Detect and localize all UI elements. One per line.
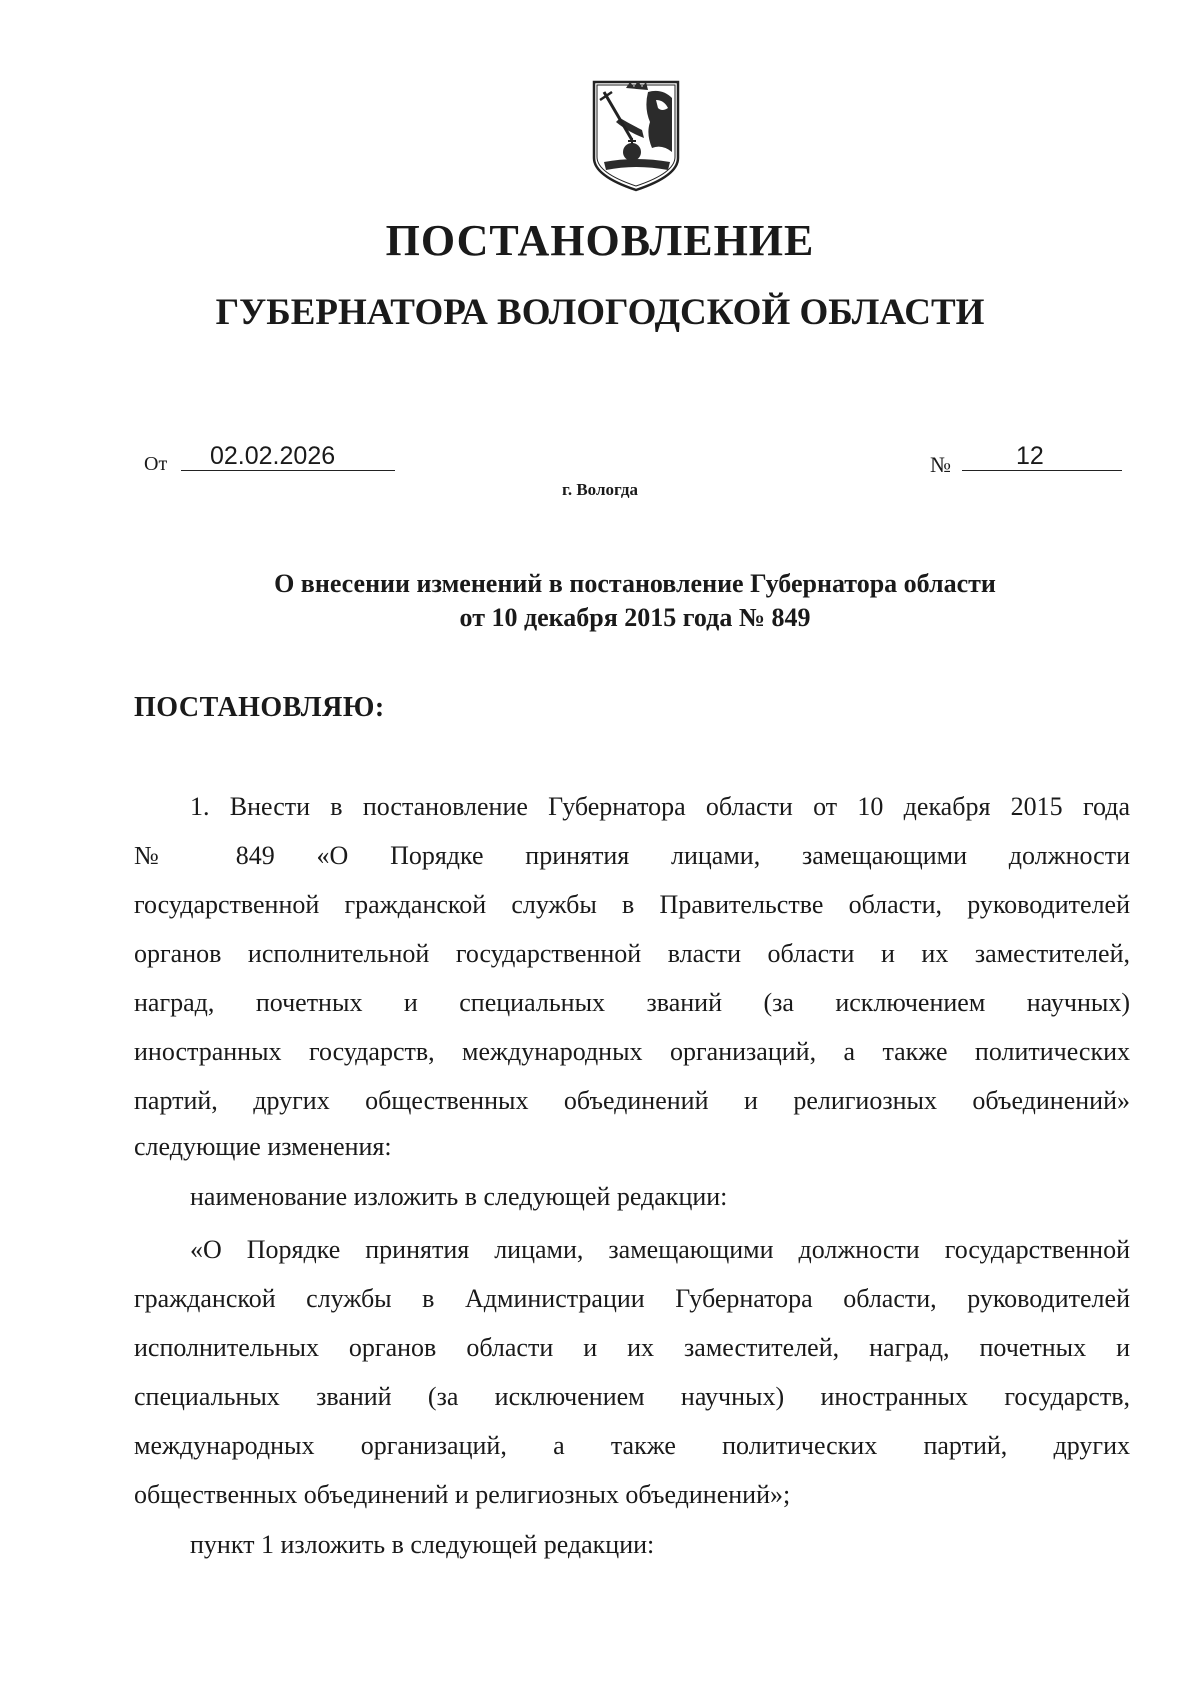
body-line: наименование изложить в следующей редакции: xyxy=(190,1182,728,1211)
body-line: иностранных государств, международных организаций, а также политических xyxy=(134,1037,1130,1066)
vologda-coat-of-arms-icon xyxy=(590,78,682,194)
body-line: исполнительных органов области и их заместителей, наград, почетных и xyxy=(134,1333,1130,1362)
body-line: гражданской службы в Администрации Губернатора области, руководителей xyxy=(134,1284,1130,1313)
body-line: 1. Внести в постановление Губернатора области от 10 декабря 2015 года xyxy=(190,792,1130,821)
body-line: следующие изменения: xyxy=(134,1132,392,1161)
body-line: № 849 «О Порядке принятия лицами, замещающими должности xyxy=(134,841,1130,870)
city-label: г. Вологда xyxy=(562,480,638,499)
document-date: 02.02.2026 xyxy=(210,442,336,470)
body-line: партий, других общественных объединений и религиозных объединений» xyxy=(134,1086,1130,1115)
date-label: От xyxy=(144,453,168,475)
subject-line: О внесении изменений в постановление Губернатора области xyxy=(274,569,996,598)
document-title: ПОСТАНОВЛЕНИЕ xyxy=(385,216,815,265)
body-line: «О Порядке принятия лицами, замещающими должности государственной xyxy=(190,1235,1130,1264)
number-label: № xyxy=(930,452,951,477)
document-subject xyxy=(0,567,1200,635)
body-line: государственной гражданской службы в Правительстве области, руководителей xyxy=(134,890,1130,919)
body-line: общественных объединений и религиозных объединений»; xyxy=(134,1480,791,1509)
body-line: наград, почетных и специальных званий (за исключением научных) xyxy=(134,988,1130,1017)
subject-line: от 10 декабря 2015 года № 849 xyxy=(459,603,811,632)
document-issuer: ГУБЕРНАТОРА ВОЛОГОДСКОЙ ОБЛАСТИ xyxy=(215,292,985,333)
body-line: специальных званий (за исключением научных) иностранных государств, xyxy=(134,1382,1130,1411)
resolve-heading: ПОСТАНОВЛЯЮ: xyxy=(134,692,385,723)
document-number: 12 xyxy=(1016,442,1044,470)
body-line: пункт 1 изложить в следующей редакции: xyxy=(190,1530,655,1559)
body-line: международных организаций, а также политических партий, других xyxy=(134,1431,1130,1460)
body-line: органов исполнительной государственной власти области и их заместителей, xyxy=(134,939,1130,968)
